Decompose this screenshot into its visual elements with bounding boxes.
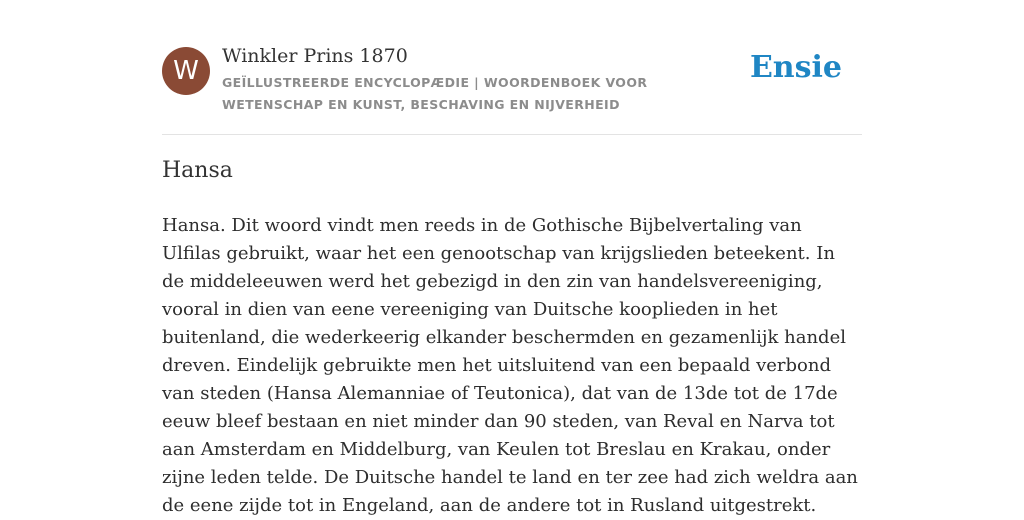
source-header [162, 0, 862, 135]
source-title[interactable]: Winkler Prins 1870 [222, 45, 408, 67]
source-avatar[interactable]: W [162, 47, 210, 95]
entry-title: Hansa [162, 158, 233, 183]
page-container [162, 0, 862, 516]
source-subtitle: GEÏLLUSTREERDE ENCYCLOPÆDIE | WOORDENBOEK VOOR WETENSCHAP EN KUNST, BESCHAVING EN NIJVERHEID [222, 75, 648, 112]
ensie-logo[interactable]: Ensie [749, 50, 842, 85]
entry-body: Hansa. Dit woord vindt men reeds in de Gothische Bijbelvertaling van Ulfilas gebruikt, waar het een genootschap van krijgslieden beteekent. In de middeleeuwen werd het gebezigd in den zin van handelsvereeniging, vooral in dien van eene vereeniging van Duitsche kooplieden in het buitenland, die wederkeerig elkander beschermden en gezamenlijk handel dreven. Eindelijk gebruikte men het uitsluitend van een bepaald verbond van steden (Hansa Alemanniae of Teutonica), dat van de 13de tot de 17de eeuw bleef bestaan en niet minder dan 90 steden, van Reval en Narva tot aan Amsterdam en Middelburg, van Keulen tot Breslau en Krakau, onder zijne leden telde. De Duitsche handel te land en ter zee had zich weldra aan de eene zijde tot in Engeland, aan de andere tot in Rusland uitgestrekt. [162, 215, 858, 516]
